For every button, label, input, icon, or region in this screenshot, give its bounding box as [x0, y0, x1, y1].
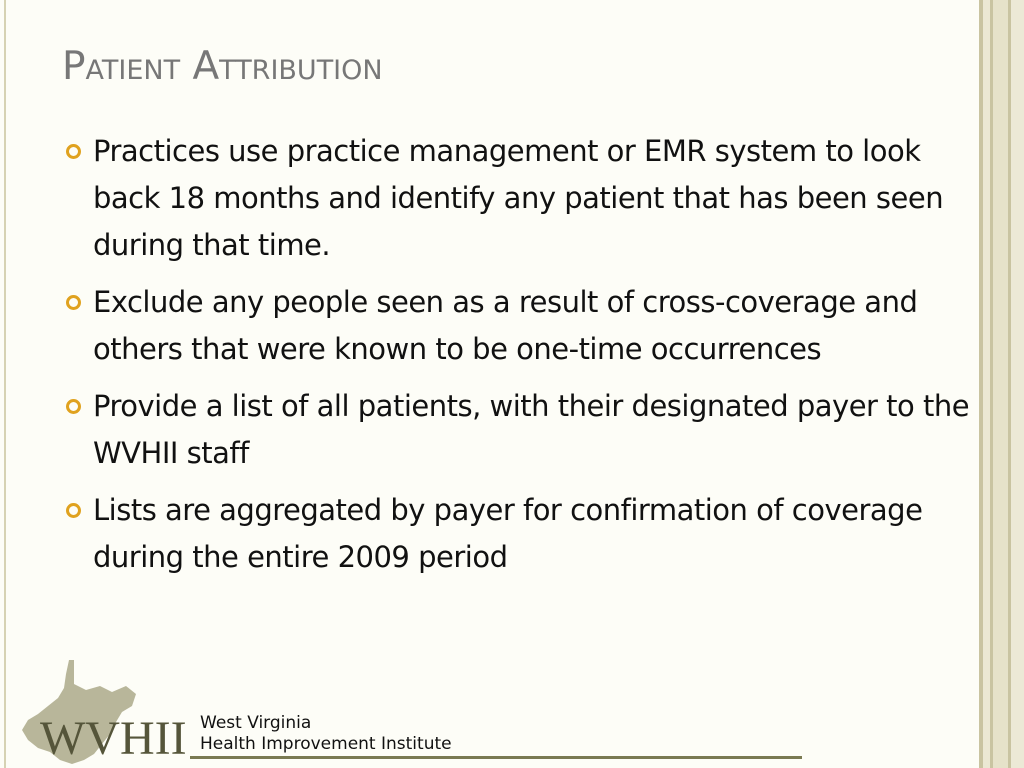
west-virginia-map-icon: [14, 656, 204, 768]
bullet-item: [66, 487, 971, 581]
bullet-text: Provide a list of all patients, with their designated payer to the WVHII staff: [93, 389, 970, 470]
bullet-item: [66, 279, 971, 373]
bullet-ring-icon: [66, 295, 81, 310]
logo-caption: [200, 713, 452, 755]
bullet-list: [66, 128, 971, 591]
bullet-text: Lists are aggregated by payer for confirmation of coverage during the entire 2009 period: [93, 493, 923, 574]
logo-line-1: West Virginia: [200, 713, 312, 733]
bullet-text: Practices use practice management or EMR system to look back 18 months and identify any patient that has been seen during that time.: [93, 134, 944, 262]
right-border-stripe: [1011, 0, 1024, 768]
wvhii-logo: [14, 656, 814, 768]
left-border-rule: [4, 0, 6, 768]
logo-mark-text: WVHII: [40, 712, 187, 765]
bullet-ring-icon: [66, 503, 81, 518]
bullet-item: [66, 383, 971, 477]
logo-line-2: Health Improvement Institute: [200, 734, 452, 754]
right-border-stripe: [993, 0, 1008, 768]
bullet-text: Exclude any people seen as a result of cross-coverage and others that were known to be one-time occurrences: [93, 285, 918, 366]
bullet-ring-icon: [66, 144, 81, 159]
slide-title: Patient Attribution: [62, 44, 383, 89]
right-border-stripe: [983, 0, 990, 768]
bullet-item: [66, 128, 971, 269]
bullet-ring-icon: [66, 399, 81, 414]
logo-underline-rule: [190, 756, 802, 759]
